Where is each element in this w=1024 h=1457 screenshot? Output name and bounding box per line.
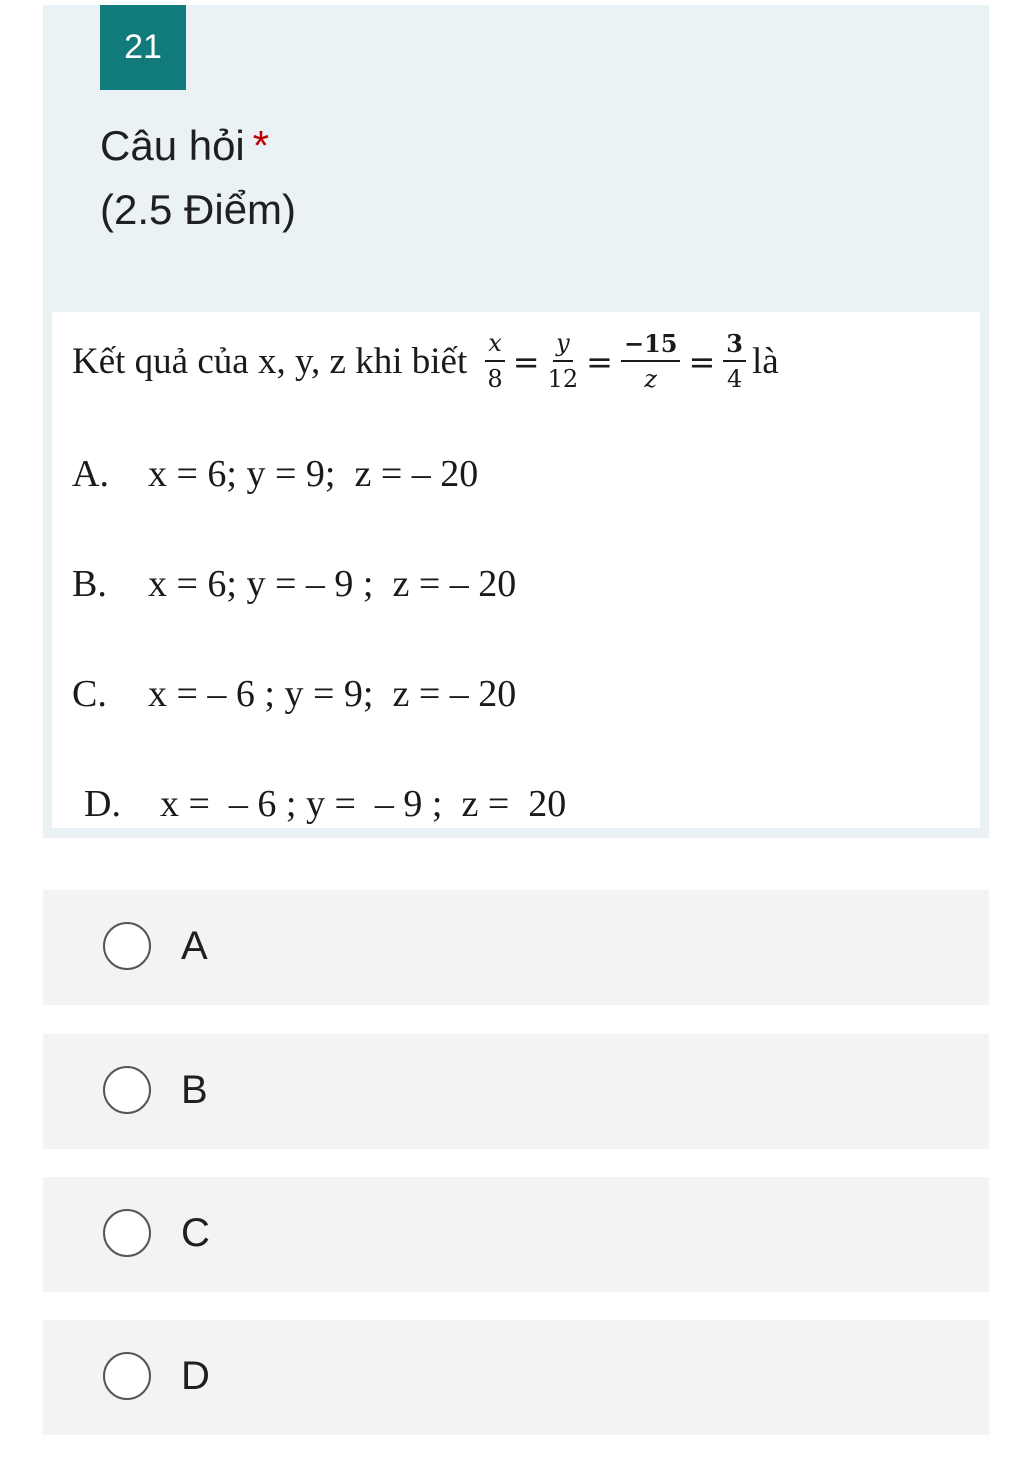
fraction-2: $\frac{y}{12}$ (547, 329, 579, 393)
option-line-d: D. x = – 6 ; y = – 9 ; z = 20 (84, 783, 567, 825)
equals-sign: = (586, 342, 613, 381)
equals-sign: = (512, 342, 540, 381)
required-mark: * (252, 122, 270, 169)
fraction-3: $\frac{-15}{z}$ (621, 330, 681, 393)
fraction-1: $\frac{x}{8}$ (485, 330, 505, 393)
stem-prefix: Kết quả của x, y, z khi biết (72, 341, 468, 383)
question-number-badge: 21 (100, 5, 186, 90)
choice-label: B (181, 1068, 208, 1112)
choice-c[interactable] (43, 1177, 989, 1292)
choice-b[interactable] (43, 1034, 989, 1149)
choice-label: A (181, 924, 208, 968)
option-line-a: A. x = 6; y = 9; z = – 20 (72, 453, 479, 495)
choice-label: D (181, 1354, 210, 1398)
question-title (100, 122, 269, 170)
question-image (52, 312, 980, 828)
fraction-4: $\frac{3}{4}$ (723, 330, 746, 393)
question-stem (72, 330, 779, 393)
choice-label: C (181, 1211, 210, 1255)
question-points: (2.5 Điểm) (100, 186, 297, 233)
choice-d[interactable] (43, 1320, 989, 1435)
radio-button[interactable] (103, 922, 151, 970)
equals-sign: = (688, 342, 716, 381)
choice-a[interactable] (43, 890, 989, 1005)
radio-button[interactable] (103, 1209, 151, 1257)
radio-button[interactable] (103, 1352, 151, 1400)
question-label: Câu hỏi (100, 122, 245, 169)
option-line-c: C. x = – 6 ; y = 9; z = – 20 (72, 673, 517, 715)
stem-suffix: là (751, 341, 779, 383)
option-line-b: B. x = 6; y = – 9 ; z = – 20 (72, 563, 517, 605)
radio-button[interactable] (103, 1066, 151, 1114)
